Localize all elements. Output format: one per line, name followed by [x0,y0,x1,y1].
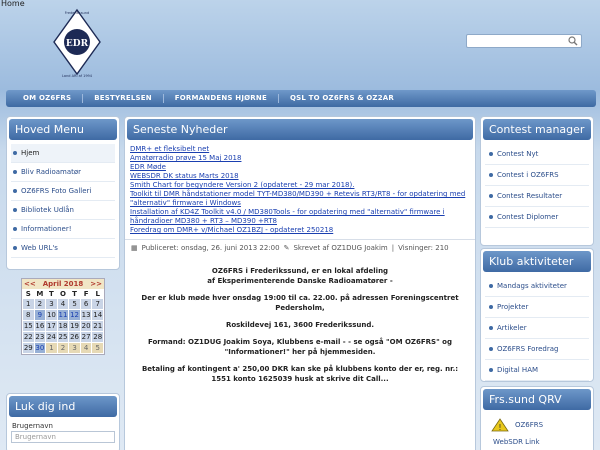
edr-logo-icon [48,6,106,78]
bullet-icon [489,347,493,351]
calendar-day: 10 [46,311,56,319]
calendar-day-name: T [72,290,77,298]
menu-item-label: Bliv Radioamatør [21,168,82,176]
news-link[interactable]: EDR Møde [130,163,166,171]
login-title: Luk dig ind [9,396,117,417]
article-meta [125,240,475,257]
bullet-icon [13,227,17,231]
calendar-day: 24 [46,333,56,341]
calendar-icon: ▦ [131,244,138,252]
calendar-day: 1 [46,343,57,353]
main-menu-panel [6,116,120,270]
bullet-icon [489,326,493,330]
calendar-day-name: T [49,290,54,298]
nav-formandens-hjorne[interactable]: FORMANDENS HJØRNE [164,94,279,103]
nav-om-oz6frs[interactable]: OM OZ6FRS [12,94,83,103]
calendar [21,278,105,355]
calendar-day[interactable]: 11 [58,311,68,319]
home-link[interactable]: Home [1,0,25,8]
qrv-panel [480,386,594,450]
contest-item-resultater[interactable] [485,186,589,207]
calendar-grid [22,289,104,354]
bullet-icon [489,194,493,198]
bullet-icon [13,151,17,155]
news-panel [124,116,476,450]
article-chairman: Formand: OZ1DUG Joakim Soya, Klubbens e-mail - - se også "OM OZ6FRS" og "Informationer!" her på hjemmesiden. [147,338,452,356]
calendar-month: April 2018 [42,280,84,288]
calendar-day-name: M [36,290,44,298]
menu-item-label: Web URL's [21,244,58,252]
klub-item-artikeler[interactable] [485,318,589,339]
warning-sign-icon [491,418,509,432]
views-count: Visninger: 210 [398,244,449,252]
calendar-day: 27 [81,333,91,341]
calendar-day: 2 [35,299,46,309]
klub-item-foredrag[interactable] [485,339,589,360]
calendar-day: 20 [81,322,91,330]
article-body [125,257,475,393]
qrv-item[interactable] [481,412,593,438]
calendar-day: 3 [46,299,57,309]
calendar-day[interactable]: 9 [35,310,46,320]
nav-bestyrelsen[interactable]: BESTYRELSEN [83,94,164,103]
calendar-day-name: O [60,290,66,298]
article-address: Roskildevej 161, 3600 Frederikssund. [225,321,375,329]
svg-text:Frederikssund: Frederikssund [64,11,90,15]
contest-item-label: Contest Diplomer [497,213,559,221]
main-nav [6,90,596,107]
contest-item-oz6frs[interactable] [485,165,589,186]
calendar-day: 14 [93,311,103,319]
news-link[interactable]: DMR+ et fleksibelt net [130,145,210,153]
calendar-day: 28 [93,333,103,341]
qrv-title: Frs.sund QRV [483,389,591,410]
calendar-day: 21 [93,322,103,330]
news-link[interactable]: Amatørradio prøve 15 Maj 2018 [130,154,242,162]
calendar-day[interactable]: 30 [35,344,45,352]
calendar-day: 13 [81,311,91,319]
news-link[interactable]: WEBSDR DK status Marts 2018 [130,172,239,180]
bullet-icon [489,173,493,177]
bullet-icon [489,215,493,219]
calendar-day[interactable]: 12 [70,311,80,319]
bullet-icon [489,284,493,288]
main-menu-title: Hoved Menu [9,119,117,140]
article-intro [133,266,467,286]
klub-item-projekter[interactable] [485,297,589,318]
klub-item-label: OZ6FRS Foredrag [497,345,559,353]
search-input[interactable] [466,34,582,48]
username-label: Brugernavn [12,422,53,430]
menu-item-hjem[interactable] [11,144,115,163]
username-input[interactable]: Brugernavn [11,431,115,443]
menu-item-informationer[interactable] [11,220,115,239]
contest-panel [480,116,594,246]
menu-item-label: Hjem [21,149,40,157]
contest-item-label: Contest Nyt [497,150,539,158]
bullet-icon [13,246,17,250]
calendar-day: 17 [46,322,56,330]
klub-title: Klub aktiviteter [483,251,591,272]
calendar-day: 8 [23,310,34,320]
calendar-prev-button[interactable]: << [24,280,36,288]
klub-item-label: Artikeler [497,324,527,332]
menu-item-label: Informationer! [21,225,72,233]
qrv-item-label: OZ6FRS [515,421,544,429]
calendar-next-button[interactable]: >> [90,280,102,288]
calendar-day: 26 [70,333,80,341]
svg-text:Land ARI af 1994: Land ARI af 1994 [61,74,93,78]
calendar-day: 23 [35,333,45,341]
article-payment: Betaling af kontingent a' 250,00 DKR kan ske på klubbens konto der er, reg. nr.: 1551 konto 1625039 husk at skrive dit Call... [141,365,459,383]
calendar-day: 15 [23,322,33,330]
calendar-day: 6 [81,299,92,309]
news-link[interactable]: Smith Chart for begyndere Version 2 (opdateret - 29 mar 2018). [130,181,355,189]
author: Skrevet af OZ1DUG Joakim [293,244,388,252]
site-logo[interactable] [48,6,106,78]
separator: | [391,244,395,252]
author-icon: ✎ [283,244,290,252]
calendar-day: 29 [23,344,33,352]
news-link[interactable]: Foredrag om DMR+ v/Michael OZ1BZJ - opdateret 250218 [130,226,334,234]
bullet-icon [489,152,493,156]
bullet-icon [489,305,493,309]
calendar-day-name: F [83,290,89,298]
calendar-day: 22 [23,333,33,341]
calendar-day: 4 [58,299,69,309]
contest-item-diplomer[interactable] [485,207,589,228]
klub-item-label: Digital HAM [497,366,539,374]
calendar-day: 5 [69,299,80,309]
contest-item-label: Contest i OZ6FRS [497,171,559,179]
menu-item-web-urls[interactable] [11,239,115,258]
klub-item-label: Projekter [497,303,529,311]
bullet-icon [13,208,17,212]
bullet-icon [13,170,17,174]
menu-item-label: Bibliotek Udlån [21,206,74,214]
contest-item-label: Contest Resultater [497,192,563,200]
news-link[interactable]: Installation af KD4Z Toolkit v4.0 / MD380Tools - for opdatering med "alternativ" firmware i håndradioer MD380 + RT3 – MD390 +RT8 [130,208,445,225]
calendar-day: 3 [69,343,80,353]
menu-item-bibliotek[interactable] [11,201,115,220]
qrv-item-2[interactable]: WebSDR Link [493,438,540,446]
contest-title: Contest manager [483,119,591,140]
menu-item-bliv-radioamator[interactable] [11,163,115,182]
klub-item-mandags[interactable] [485,276,589,297]
news-link[interactable]: Toolkit til DMR håndstationer model TYT-MD380/MD390 + Retevis RT3/RT8 - for opdatering med "alternativ" firmware i Windows [130,190,466,207]
calendar-day: 25 [58,333,68,341]
intro-line-1: OZ6FRS i Frederikssund, er en lokal afdeling [211,267,389,275]
calendar-day: 2 [58,343,69,353]
search-icon[interactable] [568,36,578,48]
klub-item-label: Mandags aktiviteter [497,282,567,290]
menu-item-foto-galleri[interactable] [11,182,115,201]
article-meeting: Der er klub møde hver onsdag 19:00 til ca. 22.00. på adressen Foreningscentret Pedersholm, [141,294,459,312]
login-panel [6,393,120,450]
svg-text:EDR: EDR [65,39,89,49]
calendar-day: 18 [58,322,68,330]
menu-item-label: OZ6FRS Foto Galleri [21,187,92,195]
calendar-day: 4 [81,343,92,353]
calendar-day: 19 [70,322,80,330]
calendar-day: 7 [92,299,103,309]
published-date: Publiceret: onsdag, 26. juni 2013 22:00 [141,244,280,252]
bullet-icon [13,189,17,193]
klub-panel [480,248,594,382]
news-title: Seneste Nyheder [127,119,473,140]
calendar-day-name: L [95,290,100,298]
calendar-day: 1 [23,299,34,309]
contest-item-nyt[interactable] [485,144,589,165]
calendar-day: 16 [35,322,45,330]
calendar-day-name: S [25,290,31,298]
nav-qsl[interactable]: QSL TO OZ6FRS & OZ2AR [289,94,394,102]
bullet-icon [489,368,493,372]
klub-item-digital-ham[interactable] [485,360,589,381]
svg-text:!: ! [498,423,502,432]
intro-line-2: af Eksperimenterende Danske Radioamatører - [207,277,393,285]
calendar-day: 5 [92,343,103,353]
